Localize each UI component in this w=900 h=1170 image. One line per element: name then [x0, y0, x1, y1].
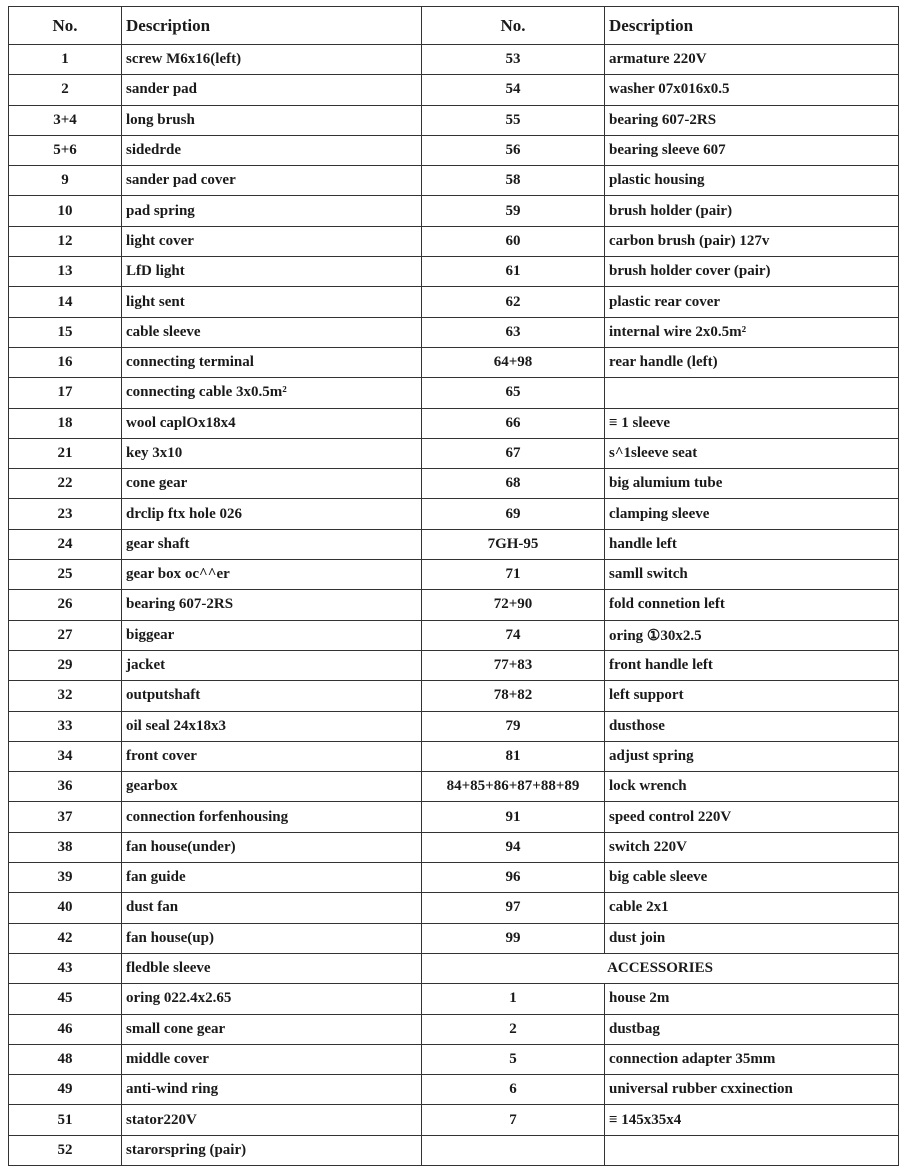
table-row: [9, 1044, 899, 1074]
table-row: [9, 590, 899, 620]
part-description-left: light cover: [122, 226, 422, 256]
part-description-left: front cover: [122, 741, 422, 771]
part-description-right: plastic housing: [605, 166, 899, 196]
part-number-right: 74: [422, 620, 605, 650]
part-number-right: 7: [422, 1105, 605, 1135]
part-description-left: fan house(up): [122, 923, 422, 953]
part-description-right: [605, 1135, 899, 1165]
table-row: [9, 832, 899, 862]
part-number-right: 5: [422, 1044, 605, 1074]
table-row: [9, 135, 899, 165]
part-description-left: oil seal 24x18x3: [122, 711, 422, 741]
part-number-left: 52: [9, 1135, 122, 1165]
part-number-left: 16: [9, 347, 122, 377]
part-description-left: fan house(under): [122, 832, 422, 862]
part-description-left: jacket: [122, 650, 422, 680]
part-description-right: brush holder cover (pair): [605, 257, 899, 287]
part-number-right: 81: [422, 741, 605, 771]
part-number-left: 1: [9, 45, 122, 75]
part-description-left: screw M6x16(left): [122, 45, 422, 75]
table-row: [9, 741, 899, 771]
part-description-left: outputshaft: [122, 681, 422, 711]
part-number-right: 59: [422, 196, 605, 226]
part-number-right: 6: [422, 1075, 605, 1105]
table-row: [9, 681, 899, 711]
part-number-right: 78+82: [422, 681, 605, 711]
table-row: [9, 378, 899, 408]
part-number-left: 9: [9, 166, 122, 196]
part-description-right: ≡ 145x35x4: [605, 1105, 899, 1135]
table-row: [9, 863, 899, 893]
part-description-left: connecting cable 3x0.5m²: [122, 378, 422, 408]
part-description-left: gearbox: [122, 772, 422, 802]
part-description-left: drclip ftx hole 026: [122, 499, 422, 529]
part-description-right: connection adapter 35mm: [605, 1044, 899, 1074]
part-description-left: biggear: [122, 620, 422, 650]
part-description-left: sander pad: [122, 75, 422, 105]
part-description-left: pad spring: [122, 196, 422, 226]
part-description-left: gear box oc^^er: [122, 560, 422, 590]
part-description-left: sander pad cover: [122, 166, 422, 196]
part-number-right: 96: [422, 863, 605, 893]
part-number-left: 33: [9, 711, 122, 741]
part-description-left: fan guide: [122, 863, 422, 893]
part-description-right: washer 07x016x0.5: [605, 75, 899, 105]
part-number-right: 94: [422, 832, 605, 862]
part-description-right: cable 2x1: [605, 893, 899, 923]
table-row: [9, 620, 899, 650]
table-row: [9, 1105, 899, 1135]
part-description-left: light sent: [122, 287, 422, 317]
part-number-right: 60: [422, 226, 605, 256]
part-number-right: 65: [422, 378, 605, 408]
part-description-right: clamping sleeve: [605, 499, 899, 529]
table-row: [9, 893, 899, 923]
part-description-left: starorspring (pair): [122, 1135, 422, 1165]
table-row: [9, 711, 899, 741]
part-number-right: 63: [422, 317, 605, 347]
part-description-right: rear handle (left): [605, 347, 899, 377]
table-row: [9, 560, 899, 590]
part-number-left: 36: [9, 772, 122, 802]
part-number-right: [422, 1135, 605, 1165]
part-description-right: left support: [605, 681, 899, 711]
part-number-left: 5+6: [9, 135, 122, 165]
part-number-left: 29: [9, 650, 122, 680]
part-description-left: key 3x10: [122, 438, 422, 468]
part-number-left: 14: [9, 287, 122, 317]
table-row: [9, 802, 899, 832]
part-number-left: 43: [9, 953, 122, 983]
part-description-right: [605, 378, 899, 408]
part-description-right: big cable sleeve: [605, 863, 899, 893]
table-row: [9, 257, 899, 287]
part-number-left: 51: [9, 1105, 122, 1135]
table-row: [9, 75, 899, 105]
part-number-left: 18: [9, 408, 122, 438]
part-description-left: bearing 607-2RS: [122, 590, 422, 620]
part-description-left: sidedrde: [122, 135, 422, 165]
part-number-right: 53: [422, 45, 605, 75]
part-number-right: 91: [422, 802, 605, 832]
part-number-right: 58: [422, 166, 605, 196]
header-description-right: Description: [605, 7, 899, 45]
table-row: [9, 196, 899, 226]
part-number-left: 45: [9, 984, 122, 1014]
table-row: [9, 923, 899, 953]
table-row: [9, 953, 899, 983]
table-row: [9, 499, 899, 529]
part-number-left: 32: [9, 681, 122, 711]
part-description-right: front handle left: [605, 650, 899, 680]
part-description-right: dust join: [605, 923, 899, 953]
part-description-right: brush holder (pair): [605, 196, 899, 226]
part-number-left: 2: [9, 75, 122, 105]
part-description-left: cable sleeve: [122, 317, 422, 347]
header-row: [9, 7, 899, 45]
table-row: [9, 287, 899, 317]
table-row: [9, 1014, 899, 1044]
part-description-left: connection forfenhousing: [122, 802, 422, 832]
table-row: [9, 772, 899, 802]
part-description-left: fledble sleeve: [122, 953, 422, 983]
table-row: [9, 650, 899, 680]
part-number-left: 42: [9, 923, 122, 953]
part-number-left: 48: [9, 1044, 122, 1074]
part-number-left: 10: [9, 196, 122, 226]
part-description-left: small cone gear: [122, 1014, 422, 1044]
part-number-left: 15: [9, 317, 122, 347]
table-row: [9, 317, 899, 347]
part-description-right: s^1sleeve seat: [605, 438, 899, 468]
part-number-right: 2: [422, 1014, 605, 1044]
table-row: [9, 408, 899, 438]
part-description-left: oring 022.4x2.65: [122, 984, 422, 1014]
part-description-left: LfD light: [122, 257, 422, 287]
part-description-left: wool caplOx18x4: [122, 408, 422, 438]
part-description-right: fold connetion left: [605, 590, 899, 620]
part-description-right: bearing 607-2RS: [605, 105, 899, 135]
header-no-left: No.: [9, 7, 122, 45]
part-description-right: dustbag: [605, 1014, 899, 1044]
part-description-right: house 2m: [605, 984, 899, 1014]
part-number-right: 71: [422, 560, 605, 590]
table-row: [9, 45, 899, 75]
part-number-left: 3+4: [9, 105, 122, 135]
part-description-right: internal wire 2x0.5m²: [605, 317, 899, 347]
part-number-right: 66: [422, 408, 605, 438]
part-number-right: 62: [422, 287, 605, 317]
part-description-left: middle cover: [122, 1044, 422, 1074]
part-description-left: anti-wind ring: [122, 1075, 422, 1105]
part-description-right: oring ①30x2.5: [605, 620, 899, 650]
header-no-right: No.: [422, 7, 605, 45]
part-number-left: 22: [9, 469, 122, 499]
part-number-right: 1: [422, 984, 605, 1014]
part-number-right: 79: [422, 711, 605, 741]
table-row: [9, 529, 899, 559]
part-description-right: armature 220V: [605, 45, 899, 75]
part-number-left: 23: [9, 499, 122, 529]
part-number-left: 49: [9, 1075, 122, 1105]
table-row: [9, 166, 899, 196]
accessories-heading: ACCESSORIES: [422, 953, 899, 983]
part-number-left: 21: [9, 438, 122, 468]
table-row: [9, 347, 899, 377]
part-number-left: 27: [9, 620, 122, 650]
table-row: [9, 984, 899, 1014]
part-number-right: 64+98: [422, 347, 605, 377]
part-number-left: 46: [9, 1014, 122, 1044]
part-number-left: 12: [9, 226, 122, 256]
part-description-left: connecting terminal: [122, 347, 422, 377]
part-number-right: 84+85+86+87+88+89: [422, 772, 605, 802]
part-description-right: handle left: [605, 529, 899, 559]
table-row: [9, 1075, 899, 1105]
part-description-left: gear shaft: [122, 529, 422, 559]
header-description-left: Description: [122, 7, 422, 45]
part-description-right: speed control 220V: [605, 802, 899, 832]
part-number-left: 34: [9, 741, 122, 771]
table-row: [9, 1135, 899, 1165]
part-number-left: 38: [9, 832, 122, 862]
part-description-right: lock wrench: [605, 772, 899, 802]
part-description-left: stator220V: [122, 1105, 422, 1135]
part-description-left: dust fan: [122, 893, 422, 923]
part-number-left: 17: [9, 378, 122, 408]
part-description-right: big alumium tube: [605, 469, 899, 499]
table-row: [9, 469, 899, 499]
part-description-right: universal rubber cxxinection: [605, 1075, 899, 1105]
part-number-right: 72+90: [422, 590, 605, 620]
part-number-left: 37: [9, 802, 122, 832]
part-number-right: 54: [422, 75, 605, 105]
part-number-left: 39: [9, 863, 122, 893]
part-description-right: adjust spring: [605, 741, 899, 771]
part-number-right: 67: [422, 438, 605, 468]
part-description-right: carbon brush (pair) 127v: [605, 226, 899, 256]
part-description-right: plastic rear cover: [605, 287, 899, 317]
part-number-left: 40: [9, 893, 122, 923]
part-number-right: 97: [422, 893, 605, 923]
part-number-right: 55: [422, 105, 605, 135]
part-number-left: 26: [9, 590, 122, 620]
part-number-right: 68: [422, 469, 605, 499]
part-number-right: 99: [422, 923, 605, 953]
table-row: [9, 105, 899, 135]
part-number-left: 25: [9, 560, 122, 590]
part-description-left: long brush: [122, 105, 422, 135]
part-number-left: 13: [9, 257, 122, 287]
table-row: [9, 226, 899, 256]
part-number-right: 56: [422, 135, 605, 165]
part-description-right: bearing sleeve 607: [605, 135, 899, 165]
table-row: [9, 438, 899, 468]
parts-table: [8, 6, 899, 1166]
part-number-right: 69: [422, 499, 605, 529]
part-description-left: cone gear: [122, 469, 422, 499]
part-number-right: 7GH-95: [422, 529, 605, 559]
part-description-right: dusthose: [605, 711, 899, 741]
part-description-right: ≡ 1 sleeve: [605, 408, 899, 438]
part-number-left: 24: [9, 529, 122, 559]
part-description-right: samll switch: [605, 560, 899, 590]
parts-table-body: [9, 45, 899, 1166]
part-number-right: 77+83: [422, 650, 605, 680]
part-description-right: switch 220V: [605, 832, 899, 862]
part-number-right: 61: [422, 257, 605, 287]
